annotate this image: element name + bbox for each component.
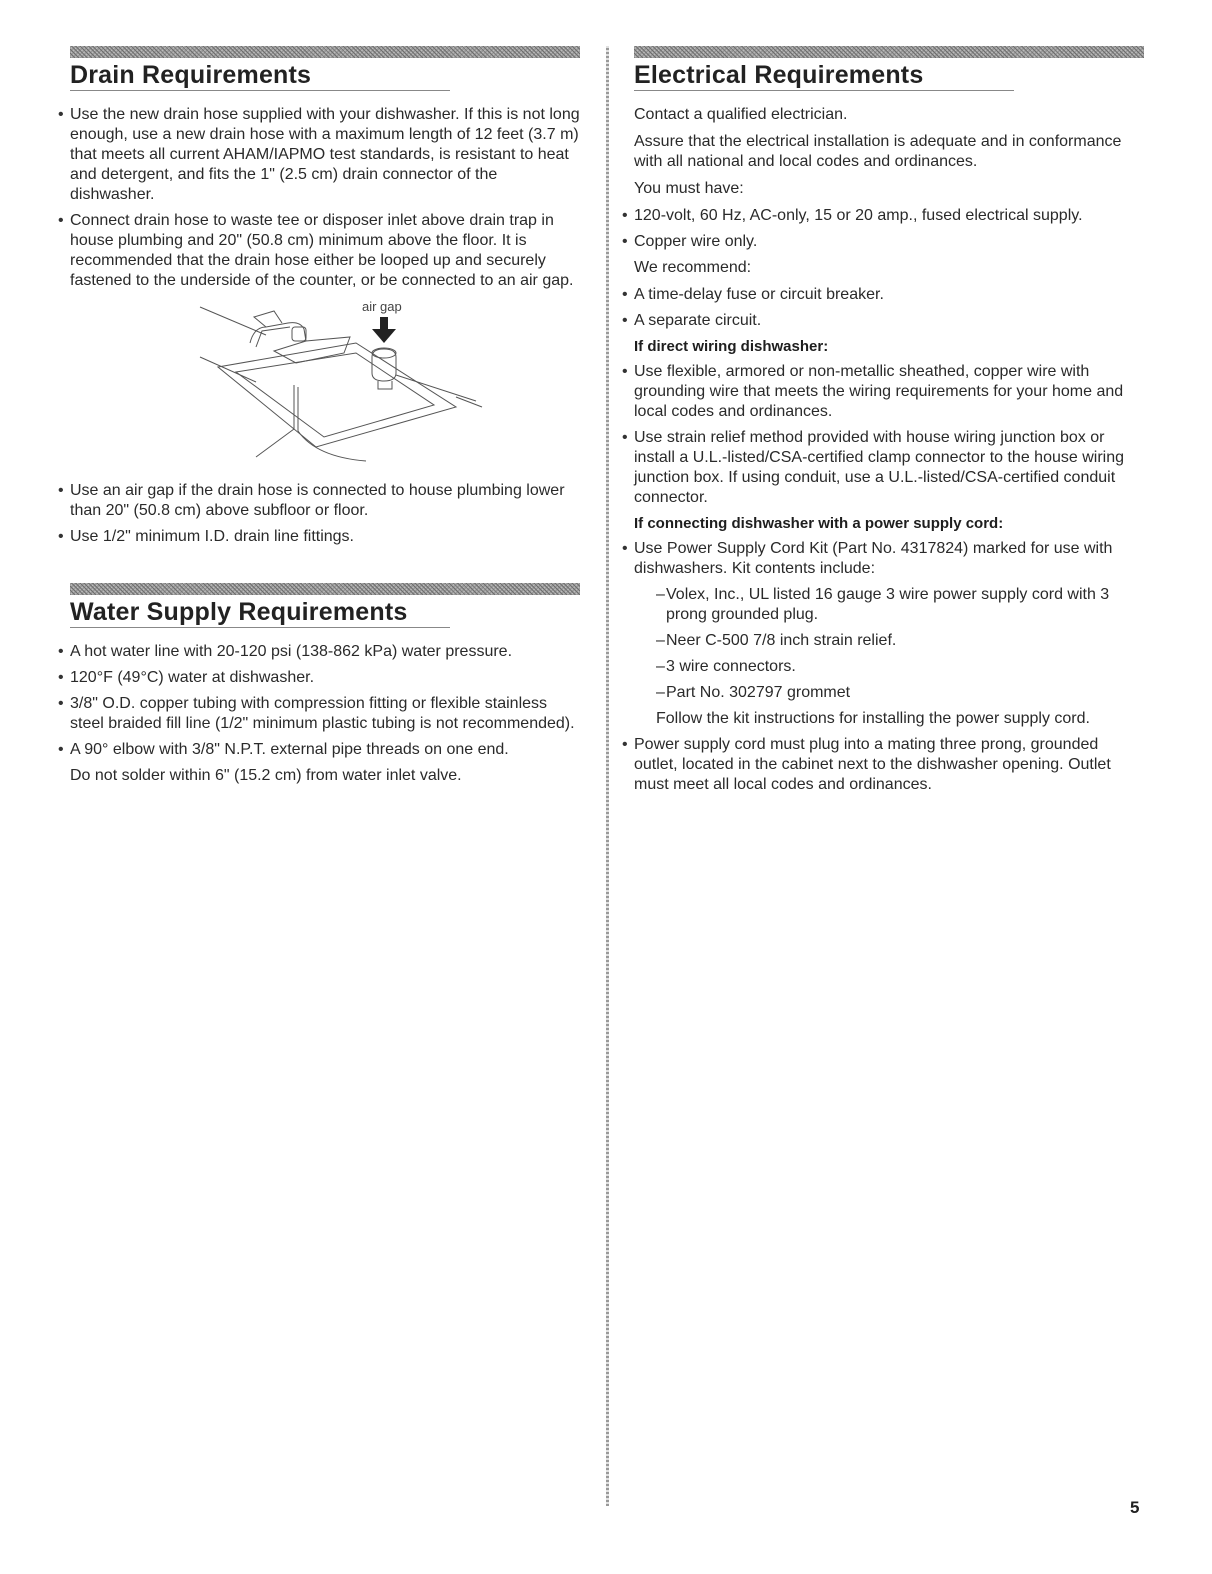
must-have-supply: • 120-volt, 60 Hz, AC-only, 15 or 20 amp., fused electrical supply.: [634, 206, 1144, 226]
drain-bullets-after: [70, 481, 580, 547]
drain-requirements-section: [70, 46, 580, 547]
direct-wiring-heading: If direct wiring dishwasher:: [634, 338, 829, 355]
recommend-circuit: • A separate circuit.: [634, 311, 1144, 331]
water-solder-note: Do not solder within 6" (15.2 cm) from water inlet valve.: [70, 767, 462, 784]
electrical-intro-electrician: Contact a qualified electrician.: [634, 106, 848, 123]
title-underline: [70, 90, 450, 91]
water-bullets: [70, 642, 580, 760]
must-have-label: You must have:: [634, 180, 744, 197]
left-column: [70, 46, 580, 793]
water-supply-requirements-section: [70, 583, 580, 786]
must-have-copper: • Copper wire only.: [634, 232, 1144, 252]
down-arrow-icon: [372, 317, 396, 343]
water-supply-requirements-title: Water Supply Requirements: [70, 598, 408, 626]
drain-bullet-air-gap: • Use an air gap if the drain hose is connected to house plumbing lower than 20" (50.8 cm) above subfloor or floor.: [70, 481, 580, 521]
page-number: 5: [1130, 1498, 1140, 1517]
drain-bullets: [70, 105, 580, 291]
electrical-intro-codes: Assure that the electrical installation is adequate and in conformance with all national and local codes and ordinances.: [634, 133, 1122, 170]
recommend-fuse: • A time-delay fuse or circuit breaker.: [634, 285, 1144, 305]
kit-contents-list: [634, 585, 1144, 703]
power-cord-kit: • Use Power Supply Cord Kit (Part No. 4317824) marked for use with dishwashers. Kit contents include:: [634, 539, 1144, 579]
section-header-bar: [70, 583, 580, 595]
section-header-bar: [634, 46, 1144, 58]
sink-illustration: [196, 297, 496, 467]
section-header-bar: [70, 46, 580, 58]
kit-item-strain-relief: – Neer C-500 7/8 inch strain relief.: [656, 631, 1144, 651]
drain-bullet-hose: • Use the new drain hose supplied with your dishwasher. If this is not long enough, use a new drain hose with a maximum length of 12 feet (3.7 m) that meets all current AHAM/IAPMO test standards, is resistant to heat and detergent, and fits the 1" (2.5 cm) drain connector of the dishwasher.: [70, 105, 580, 205]
outlet-requirement: • Power supply cord must plug into a mating three prong, grounded outlet, located in the cabinet next to the dishwasher opening. Outlet must meet all local codes and ordinances.: [634, 735, 1144, 795]
direct-wiring-strain-relief: • Use strain relief method provided with house wiring junction box or install a U.L.-listed/CSA-certified clamp connector to the house wiring junction box. If using conduit, use a U.L.-listed/CSA-certified conduit connector.: [634, 428, 1144, 508]
air-gap-label: air gap: [362, 299, 402, 314]
must-have-list: [634, 206, 1144, 252]
water-bullet-elbow: • A 90° elbow with 3/8" N.P.T. external pipe threads on one end.: [70, 740, 580, 760]
title-underline: [70, 627, 450, 628]
kit-instructions-note: Follow the kit instructions for installing the power supply cord.: [656, 710, 1090, 727]
kit-item-connectors: – 3 wire connectors.: [656, 657, 1144, 677]
electrical-requirements-title: Electrical Requirements: [634, 61, 924, 89]
water-bullet-pressure: • A hot water line with 20-120 psi (138-862 kPa) water pressure.: [70, 642, 580, 662]
recommend-list: [634, 285, 1144, 331]
kit-item-cord: – Volex, Inc., UL listed 16 gauge 3 wire power supply cord with 3 prong grounded plug.: [656, 585, 1144, 625]
power-cord-list: [634, 539, 1144, 579]
drain-bullet-connect: • Connect drain hose to waste tee or disposer inlet above drain trap in house plumbing and 20" (50.8 cm) minimum above the floor. It is recommended that the drain hose either be looped up and securely fastened to the underside of the counter, or be connected to an air gap.: [70, 211, 580, 291]
air-gap-diagram: [196, 297, 496, 467]
outlet-list: [634, 735, 1144, 795]
right-column: [634, 46, 1144, 801]
power-cord-heading: If connecting dishwasher with a power supply cord:: [634, 515, 1004, 532]
title-underline: [634, 90, 1014, 91]
water-bullet-temperature: • 120°F (49°C) water at dishwasher.: [70, 668, 580, 688]
drain-bullet-fittings: • Use 1/2" minimum I.D. drain line fittings.: [70, 527, 580, 547]
water-bullet-tubing: • 3/8" O.D. copper tubing with compression fitting or flexible stainless steel braided fill line (1/2" minimum plastic tubing is not recommended).: [70, 694, 580, 734]
kit-item-grommet: – Part No. 302797 grommet: [656, 683, 1144, 703]
direct-wiring-wire: • Use flexible, armored or non-metallic sheathed, copper wire with grounding wire that meets the wiring requirements for your home and local codes and ordinances.: [634, 362, 1144, 422]
recommend-label: We recommend:: [634, 259, 752, 276]
electrical-requirements-section: [634, 46, 1144, 795]
direct-wiring-list: [634, 362, 1144, 508]
column-divider: [606, 46, 609, 1506]
drain-requirements-title: Drain Requirements: [70, 61, 312, 89]
